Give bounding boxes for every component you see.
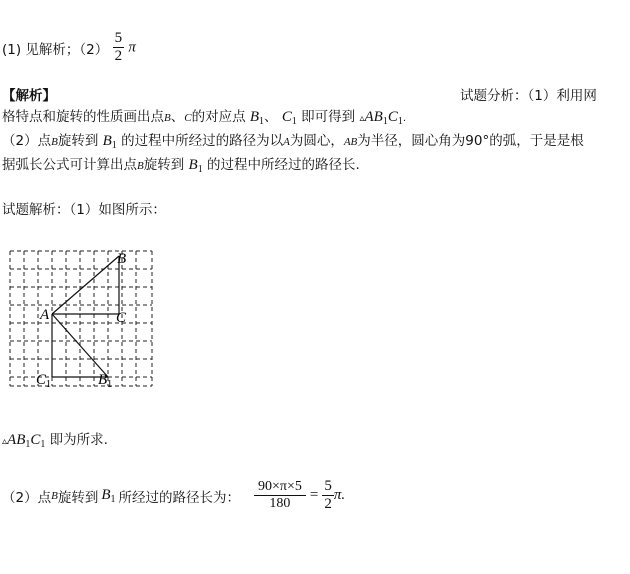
result-den: 2 <box>324 496 332 513</box>
part2-text-b: 旋转到 <box>57 489 99 506</box>
conclusion-triangle-symbol: ▵ <box>2 436 8 447</box>
solution-conclusion <box>2 428 108 450</box>
line4-point-b: B <box>137 160 144 172</box>
answer-pi: π <box>128 39 136 56</box>
line2-sep: 、 <box>170 109 185 125</box>
part2-text-c: 所经过的路径长为： <box>118 489 240 506</box>
line4-text-a: 据弧长公式可计算出点 <box>2 157 137 173</box>
triangle-ab1c1: $AB_1C_1$ <box>364 109 403 127</box>
answer-frac-num: 5 <box>113 30 125 48</box>
line4-text-b: 旋转到 <box>143 157 185 173</box>
triangle-symbol: ▵ <box>359 113 365 124</box>
formula-equals: = <box>309 487 319 504</box>
line3-text-a: （2）点 <box>2 133 52 149</box>
line3-point-a: A <box>283 136 290 148</box>
grid-figure <box>0 240 170 390</box>
label-c: C <box>116 310 127 326</box>
label-c1: $C_1$ <box>36 372 52 390</box>
solution-part2 <box>2 478 345 514</box>
result-pi: π. <box>333 487 346 504</box>
line3-point-b1: $B_1$ <box>102 133 117 151</box>
point-b1: $B_1$ <box>249 109 265 127</box>
line2-text-a: 格特点和旋转的性质画出点 <box>2 109 164 125</box>
line2-text-b: 的对应点 <box>191 109 246 125</box>
analysis-heading: 【解析】 <box>2 88 56 104</box>
conclusion-triangle: $AB_1C_1$ <box>7 432 46 450</box>
answer-fraction <box>113 30 125 66</box>
line2-text-c: 即可得到 <box>301 109 356 125</box>
part2-point-b1: $B_1$ <box>101 486 116 505</box>
label-b1: $B_1$ <box>98 372 113 390</box>
point-c: C <box>184 112 192 124</box>
solution-intro: 试题解析：（1）如图所示： <box>2 202 166 218</box>
analysis-right-prefix: 试题分析：（1）利用网 <box>460 88 597 104</box>
line3-point-b: B <box>51 136 58 148</box>
answer-frac-den: 2 <box>114 48 123 65</box>
analysis-line4 <box>2 153 360 175</box>
formula-fraction <box>254 479 306 512</box>
grid-lines <box>10 251 152 386</box>
line3-text-e: 为半径，圆心角为90°的弧，于是是根 <box>357 133 584 149</box>
answer-line <box>2 30 136 66</box>
part2-point-b: B <box>51 489 58 502</box>
result-fraction <box>322 478 334 514</box>
label-a: A <box>40 307 50 323</box>
formula-den: 180 <box>269 496 291 512</box>
line4-point-b1: $B_1$ <box>188 157 203 175</box>
point-b: B <box>164 112 171 124</box>
analysis-line2 <box>2 105 406 127</box>
line3-text-d: 为圆心， <box>289 133 344 149</box>
line3-text-c: 的过程中所经过的路径为以 <box>121 133 284 149</box>
conclusion-text: 即为所求. <box>49 432 108 448</box>
formula-num: 90×π×5 <box>254 479 306 496</box>
line3-ab: AB <box>343 136 358 148</box>
answer-part1: (1) 见解析；（2） <box>2 41 109 58</box>
point-c1: $C_1$ <box>281 109 297 127</box>
result-num: 5 <box>322 478 334 496</box>
part2-text-a: （2）点 <box>2 489 52 506</box>
line4-text-c: 的过程中所经过的路径长. <box>207 157 360 173</box>
analysis-line3 <box>2 129 584 151</box>
line2-dot: . <box>402 113 407 124</box>
line2-sep2: 、 <box>264 109 278 125</box>
line3-text-b: 旋转到 <box>57 133 99 149</box>
label-b: B <box>117 251 127 267</box>
